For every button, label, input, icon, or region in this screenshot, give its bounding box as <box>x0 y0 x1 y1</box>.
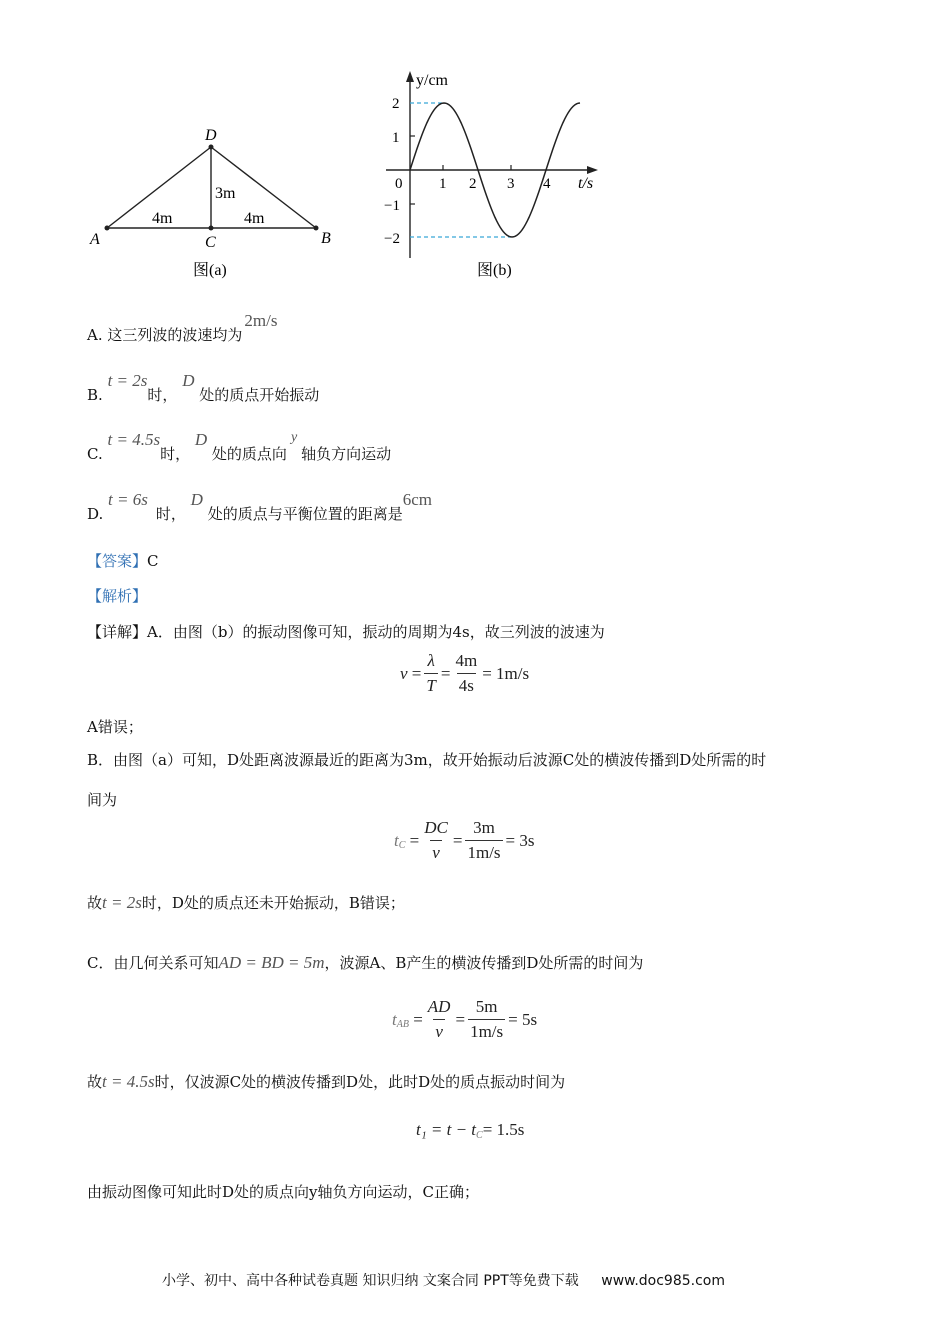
detail-c-line-post: ，波源A、B产生的横波传播到D处所需的时间为 <box>324 954 644 972</box>
eq4-text: t₁ = t − t <box>416 1120 477 1139</box>
detail-a-text: A．由图（b）的振动图像可知，振动的周期为4s，故三列波的波速为 <box>147 623 605 641</box>
figure-b <box>370 68 610 283</box>
eq1-den2: 4s <box>457 673 476 696</box>
option-c <box>87 429 392 463</box>
option-a-math: 2m/s <box>244 311 278 330</box>
option-b <box>87 370 320 404</box>
equation-velocity: v = $\frac{\lambda}{T}$ = $\frac{4m}{4s}$ = 1m/s <box>400 651 530 695</box>
analysis-tag: 【解析】 <box>87 587 148 605</box>
x-tick-1: 1 <box>439 176 447 192</box>
eq1-den1: T <box>424 673 437 696</box>
eq3-rhs: 5s <box>521 1009 538 1029</box>
point-b-label: B <box>321 230 331 247</box>
option-c-math: t = 4.5s <box>107 430 161 449</box>
point-c-label: C <box>205 234 216 251</box>
y-axis-label: y/cm <box>416 72 448 89</box>
option-b-var: D <box>182 371 195 390</box>
detail-tag: 【详解】 <box>87 623 148 641</box>
option-c-text-2: 处的质点向 <box>211 445 287 463</box>
eq1-num1: λ <box>427 651 435 670</box>
eq1-rhs: 1m/s <box>496 663 530 683</box>
eq3-num1: AD <box>427 997 451 1016</box>
x-tick-2: 2 <box>469 176 477 192</box>
figure-b-caption: 图(b) <box>477 262 512 279</box>
detail-c-line-pre: C．由几何关系可知 <box>87 954 219 972</box>
detail-c-conclusion <box>87 1071 565 1092</box>
y-tick-minus-2: −2 <box>384 231 400 247</box>
eq4-sub: C <box>476 1129 483 1141</box>
option-b-text-2: 处的质点开始振动 <box>199 386 320 404</box>
eq2-lhs: t <box>394 830 399 850</box>
detail-c-line-math: AD = BD = 5m <box>218 953 325 972</box>
y-tick-2: 2 <box>392 96 400 112</box>
eq1-lhs: v <box>400 663 408 683</box>
detail-c-final: 由振动图像可知此时D处的质点向y轴负方向运动，C正确； <box>87 1183 479 1201</box>
answer-value: C <box>147 552 159 570</box>
option-d <box>87 489 433 523</box>
right-length-label: 4m <box>244 210 265 227</box>
footer-text: 小学、初中、高中各种试卷真题 知识归纳 文案合同 PPT等免费下载 <box>162 1273 579 1289</box>
detail-b-line-2: 间为 <box>87 791 118 809</box>
eq3-lhs: t <box>392 1009 397 1029</box>
eq2-den1: v <box>430 840 442 863</box>
footer-site-link[interactable]: www.doc985.com <box>601 1273 725 1289</box>
eq3-den1: v <box>433 1019 445 1042</box>
option-c-letter: C. <box>87 445 103 463</box>
footer <box>162 1270 725 1290</box>
option-b-text-1: 时， <box>147 386 178 404</box>
analysis-line <box>87 585 147 606</box>
eq2-sub: C <box>398 840 406 851</box>
eq3-num2: 5m <box>475 997 498 1016</box>
detail-b-conclusion <box>87 892 405 913</box>
height-label: 3m <box>215 185 236 202</box>
option-b-letter: B. <box>87 386 103 404</box>
option-c-text-1: 时， <box>160 445 191 463</box>
eq1-num2: 4m <box>455 651 478 670</box>
detail-b-conclusion-math: t = 2s <box>102 893 142 912</box>
detail-a-conclusion: A错误； <box>87 718 143 736</box>
detail-c-conclusion-pre: 故 <box>87 1073 103 1091</box>
equation-tc: t C = $\frac{DC}{v}$ = $\frac{3m}{1m/s}$ = 3s <box>394 818 535 862</box>
figure-a-caption: 图(a) <box>193 262 227 279</box>
option-d-math2: 6cm <box>402 490 433 509</box>
detail-b-conclusion-post: 时，D处的质点还未开始振动，B错误； <box>141 894 405 912</box>
detail-a-line <box>87 621 605 642</box>
answer-line <box>87 550 159 571</box>
option-d-letter: D. <box>87 505 104 523</box>
eq2-rhs: 3s <box>519 830 535 850</box>
eq2-num2: 3m <box>473 818 495 837</box>
eq2-num1: DC <box>424 818 448 837</box>
left-length-label: 4m <box>152 210 173 227</box>
option-a-text: A. 这三列波的波速均为 <box>87 326 243 344</box>
eq4-rhs: = 1.5s <box>482 1120 525 1139</box>
equation-t1 <box>416 1120 524 1140</box>
option-c-var2: y <box>290 430 298 445</box>
detail-c-conclusion-math: t = 4.5s <box>102 1072 155 1091</box>
point-d-label: D <box>205 127 217 144</box>
eq3-den2: 1m/s <box>468 1019 505 1042</box>
detail-b-line-1: B．由图（a）可知，D处距离波源最近的距离为3m，故开始振动后波源C处的横波传播到D处所需的时 <box>87 751 767 769</box>
detail-c-line <box>87 952 643 973</box>
option-d-text-1: 时， <box>155 505 186 523</box>
eq2-den2: 1m/s <box>465 840 502 863</box>
option-b-math: t = 2s <box>107 371 148 390</box>
option-c-var: D <box>194 430 208 449</box>
x-tick-3: 3 <box>507 176 515 192</box>
option-d-var: D <box>190 490 203 509</box>
eq3-sub: AB <box>396 1019 409 1030</box>
x-tick-0: 0 <box>395 176 403 192</box>
option-d-math: t = 6s <box>108 490 148 509</box>
equation-tab: t AB = $\frac{AD}{v}$ = $\frac{5m}{1m/s}$ = 5s <box>392 997 538 1041</box>
option-d-text-2: 处的质点与平衡位置的距离是 <box>207 505 403 523</box>
detail-c-conclusion-post: 时，仅波源C处的横波传播到D处，此时D处的质点振动时间为 <box>154 1073 566 1091</box>
y-tick-1: 1 <box>392 130 400 146</box>
x-tick-4: 4 <box>543 176 551 192</box>
figure-a <box>80 120 340 285</box>
detail-b-conclusion-pre: 故 <box>87 894 103 912</box>
option-a <box>87 310 278 344</box>
answer-tag: 【答案】 <box>87 552 148 570</box>
y-tick-minus-1: −1 <box>384 198 400 214</box>
x-axis-label: t/s <box>578 175 594 192</box>
option-c-text-3: 轴负方向运动 <box>301 445 392 463</box>
point-a-label: A <box>90 231 100 248</box>
